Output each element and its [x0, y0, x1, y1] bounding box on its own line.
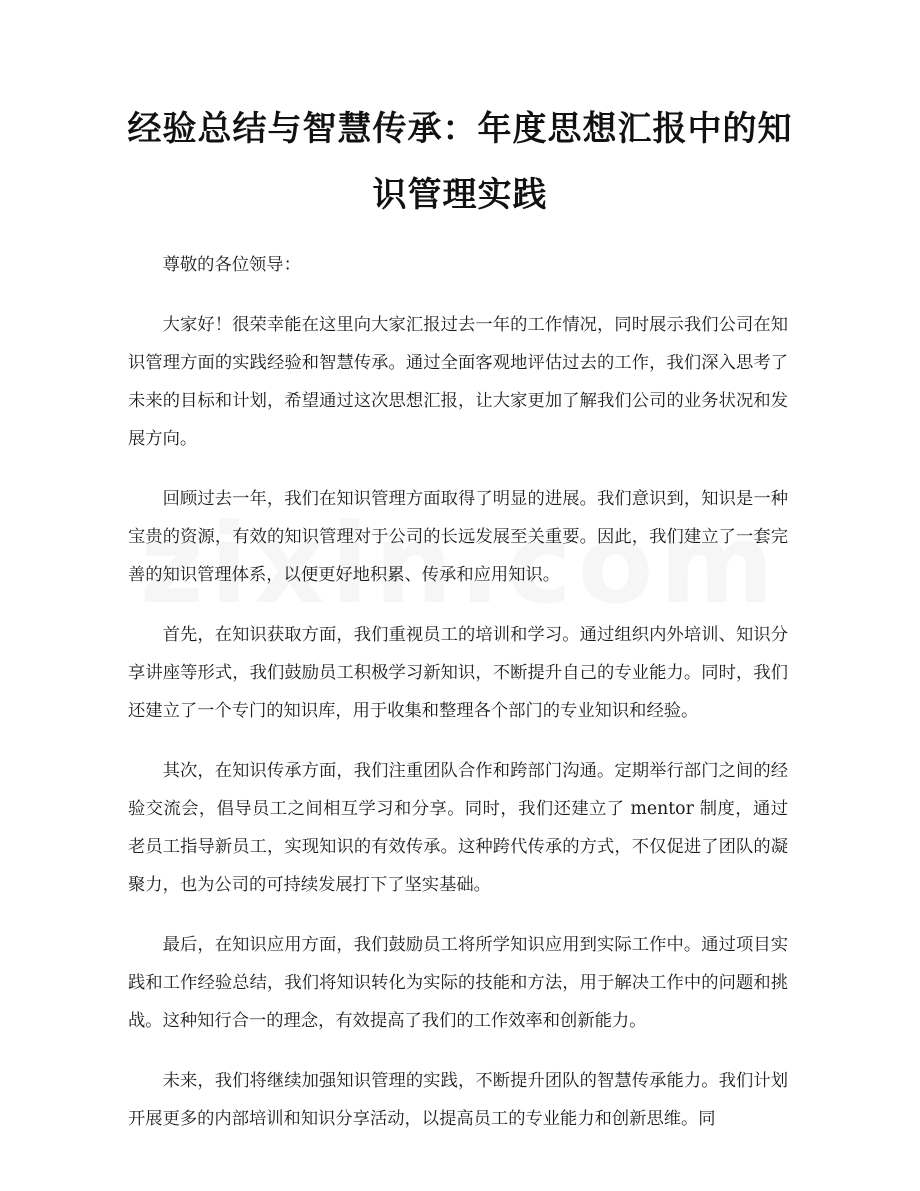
body-paragraph: 其次，在知识传承方面，我们注重团队合作和跨部门沟通。定期举行部门之间的经验交流会，倡导员工之间相互学习和分享。同时，我们还建立了 mentor 制度，通过老员工指导新员工，实现知识的有效传承。这种跨代传承的方式，不仅促进了团队的凝聚力，也为公司的可持续发展打下了坚实基础。 [128, 761, 788, 895]
document-title: 经验总结与智慧传承：年度思想汇报中的知识管理实践 [127, 109, 793, 215]
body-paragraph: 未来，我们将继续加强知识管理的实践，不断提升团队的智慧传承能力。我们计划开展更多的内部培训和知识分享活动，以提高员工的专业能力和创新思维。同 [128, 1071, 788, 1129]
salutation-paragraph: 尊敬的各位领导： [162, 255, 301, 275]
body-paragraph: 大家好！很荣幸能在这里向大家汇报过去一年的工作情况，同时展示我们公司在知识管理方面的实践经验和智慧传承。通过全面客观地评估过去的工作，我们深入思考了未来的目标和计划，希望通过这次思想汇报，让大家更加了解我们公司的业务状况和发展方向。 [128, 315, 788, 449]
document-body [128, 246, 788, 1160]
body-paragraph: 最后，在知识应用方面，我们鼓励员工将所学知识应用到实际工作中。通过项目实践和工作经验总结，我们将知识转化为实际的技能和方法，用于解决工作中的问题和挑战。这种知行合一的理念，有效提高了我们的工作效率和创新能力。 [128, 935, 788, 1031]
body-paragraph: 首先，在知识获取方面，我们重视员工的培训和学习。通过组织内外培训、知识分享讲座等形式，我们鼓励员工积极学习新知识，不断提升自己的专业能力。同时，我们还建立了一个专门的知识库，用于收集和整理各个部门的专业知识和经验。 [128, 625, 788, 721]
body-paragraph: 回顾过去一年，我们在知识管理方面取得了明显的进展。我们意识到，知识是一种宝贵的资源，有效的知识管理对于公司的长远发展至关重要。因此，我们建立了一套完善的知识管理体系，以便更好地积累、传承和应用知识。 [128, 489, 788, 585]
